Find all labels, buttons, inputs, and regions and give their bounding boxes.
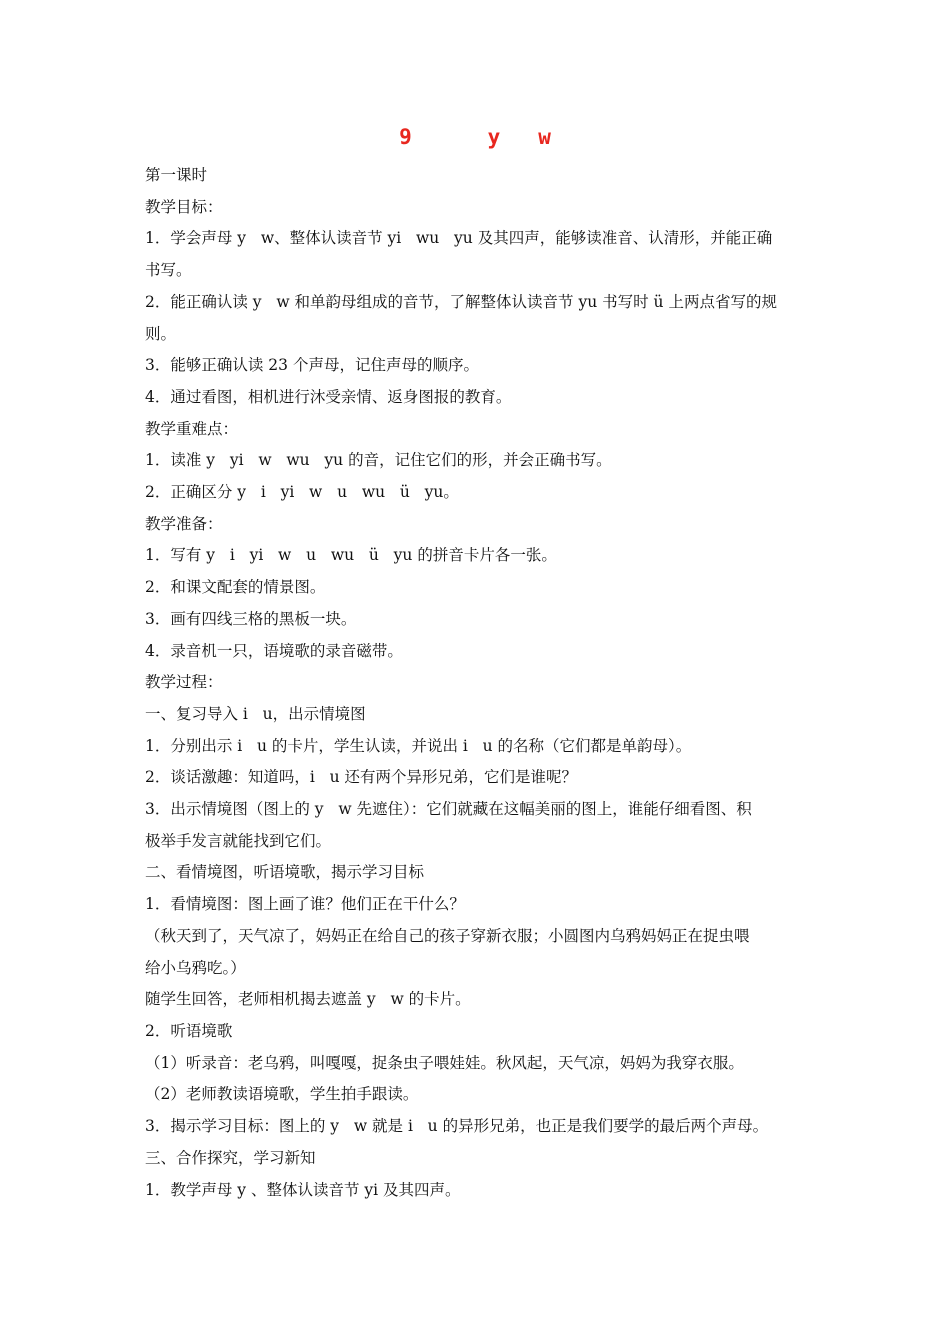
text-line: 1．教学声母 y 、整体认读音节 yi 及其四声。	[145, 1180, 461, 1199]
text-line: （1）听录音：老乌鸦，叫嘎嘎，捉条虫子喂娃娃。秋风起，天气凉，妈妈为我穿衣服。	[145, 1053, 744, 1072]
text-line: 2．能正确认读 y w 和单韵母组成的音节，了解整体认读音节 yu 书写时 ü 上两点省写的规	[145, 292, 777, 311]
text-line: 4．通过看图，相机进行沐受亲情、返身图报的教育。	[145, 387, 512, 406]
text-line: 极举手发言就能找到它们。	[145, 831, 332, 850]
text-line: 则。	[145, 324, 177, 343]
text-line: 3．画有四线三格的黑板一块。	[145, 609, 357, 628]
text-line: 3．出示情境图（图上的 y w 先遮住）：它们就藏在这幅美丽的图上，谁能仔细看图、积	[145, 800, 752, 819]
text-line: 教学过程：	[145, 673, 223, 692]
text-line: 1．看情境图：图上画了谁？他们正在干什么？	[145, 895, 465, 914]
text-line: 1．分别出示 i u 的卡片，学生认读，并说出 i u 的名称（它们都是单韵母）。	[145, 736, 692, 755]
text-line: 教学重难点：	[145, 419, 239, 438]
text-line: （2）老师教读语境歌，学生拍手跟读。	[145, 1085, 419, 1104]
text-line: 2．谈话激趣：知道吗，i u 还有两个异形兄弟，它们是谁呢？	[145, 768, 578, 787]
text-line: 教学目标：	[145, 197, 223, 216]
text-line: 2．正确区分 y i yi w u wu ü yu。	[145, 483, 459, 502]
text-line: 教学准备：	[145, 514, 223, 533]
text-line: 2．听语境歌	[145, 1021, 233, 1040]
text-line: 3．揭示学习目标：图上的 y w 就是 i u 的异形兄弟，也正是我们要学的最后两个声母。	[145, 1117, 769, 1136]
text-line: 4．录音机一只，语境歌的录音磁带。	[145, 641, 403, 660]
text-line: 3．能够正确认读 23 个声母，记住声母的顺序。	[145, 356, 479, 375]
text-line: 1．写有 y i yi w u wu ü yu 的拼音卡片各一张。	[145, 546, 557, 565]
text-line: 一、复习导入 i u，出示情境图	[145, 704, 366, 723]
lesson-body	[145, 160, 813, 1206]
text-line: 三、合作探究，学习新知	[145, 1148, 316, 1167]
text-line: （秋天到了，天气凉了，妈妈正在给自己的孩子穿新衣服；小圆图内乌鸦妈妈正在捉虫喂	[145, 926, 750, 945]
text-line: 给小乌鸦吃。）	[145, 958, 246, 977]
text-line: 1．读准 y yi w wu yu 的音，记住它们的形，并会正确书写。	[145, 451, 612, 470]
text-line: 1．学会声母 y w、整体认读音节 yi wu yu 及其四声，能够读准音、认清形，并能正确	[145, 229, 773, 248]
text-line: 书写。	[145, 261, 192, 280]
text-line: 二、看情境图，听语境歌，揭示学习目标	[145, 863, 425, 882]
text-line: 第一课时	[145, 166, 208, 184]
text-line: 随学生回答，老师相机揭去遮盖 y w 的卡片。	[145, 990, 471, 1009]
text-line: 2．和课文配套的情景图。	[145, 578, 326, 597]
lesson-title: 9 y w	[399, 125, 551, 149]
